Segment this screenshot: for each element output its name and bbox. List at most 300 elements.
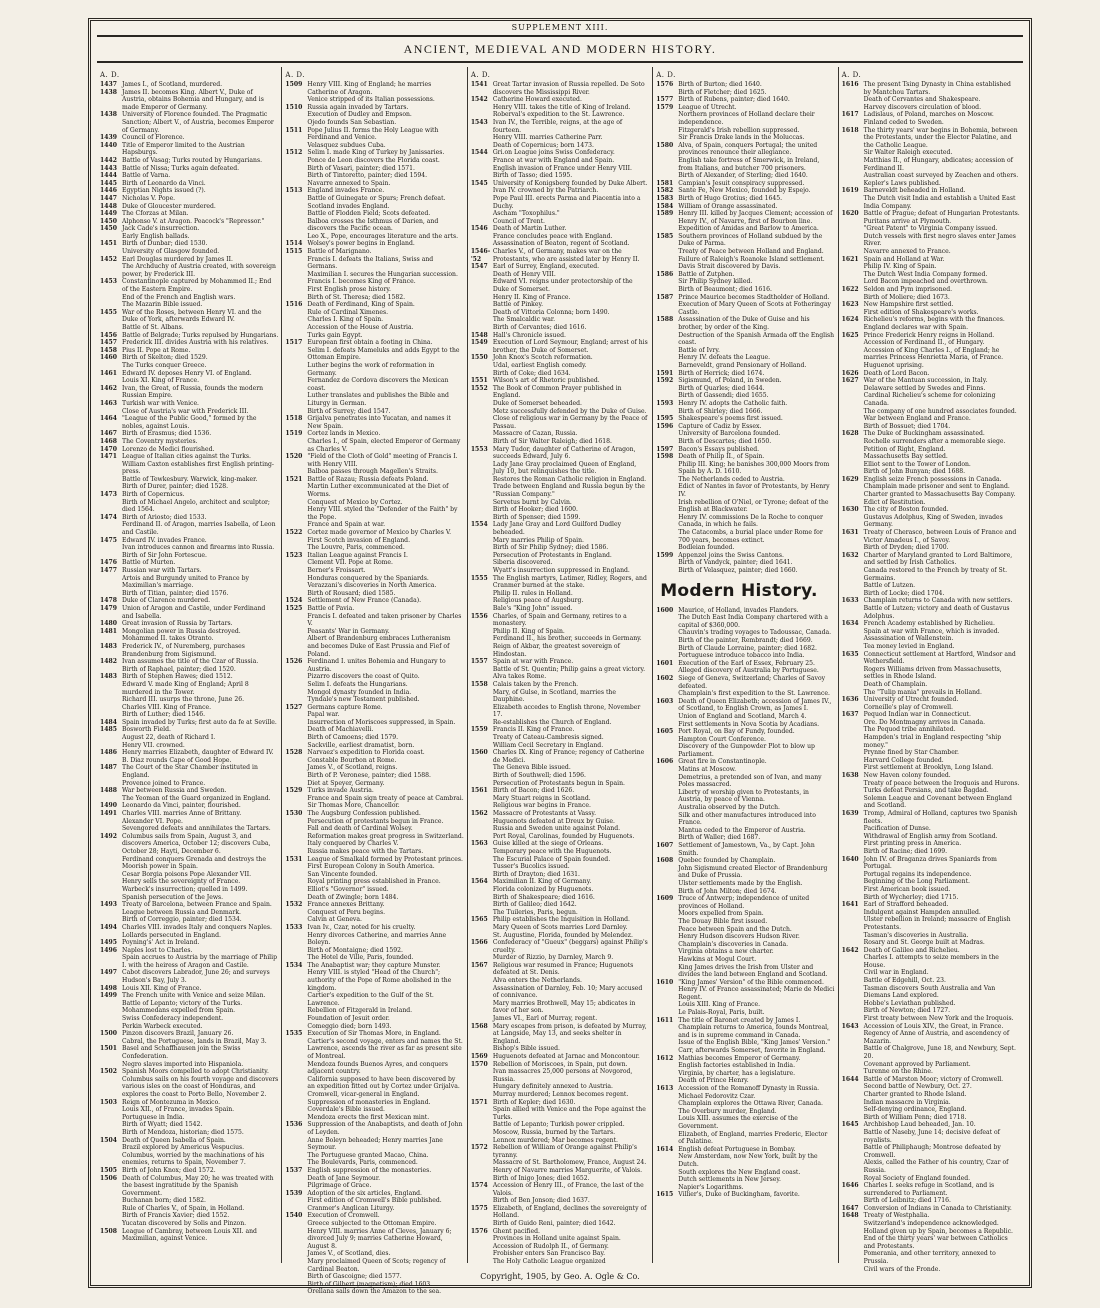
entry-year: [285, 544, 307, 552]
entry-year: [656, 362, 678, 370]
entry-year: [285, 278, 307, 286]
entry-text: Earl of Surrey, England, executed.: [492, 263, 600, 271]
entry-text: Portuguese introduce tobacco into India.: [678, 652, 805, 660]
entry-text: Northern provinces of Holland declare their independence.: [678, 111, 815, 126]
entry-year: 1524: [285, 597, 303, 605]
history-entry: [842, 719, 1020, 727]
history-entry: [285, 559, 463, 567]
entry-text: Close of religious war in Germany by the Peace of Passau.: [492, 415, 648, 430]
entry-text: Champlain returns to Canada with new settlers.: [863, 597, 1013, 605]
entry-text: Birth of Correggio, painter; died 1534.: [122, 916, 242, 924]
entry-text: Lady Jane Gray and Lord Guilford Dudley beheaded.: [492, 521, 622, 537]
entry-year: 1623: [841, 301, 859, 309]
entry-text: Henry III. killed by Jacques Clement; accession of Henry IV., of Navarre, first of Bourbon line.: [678, 210, 833, 225]
history-entry: [100, 1030, 278, 1038]
entry-text: Selim I. defeats Mameluks and adds Egypt to the Ottoman Empire.: [307, 346, 460, 362]
entry-year: [100, 476, 122, 484]
history-entry: [656, 1070, 834, 1078]
entry-text: University of Barcelona founded.: [678, 430, 781, 438]
entry-text: Civil wars of the Fronde.: [863, 1265, 941, 1273]
entry-year: [471, 362, 493, 370]
entry-year: [842, 590, 864, 598]
entry-year: 1458: [100, 346, 117, 354]
history-entry: [285, 172, 463, 180]
history-entry: [285, 1030, 463, 1038]
entry-text: Rebellion of William of Orange against Philip's tyranny.: [492, 1144, 637, 1159]
entry-year: 1560: [470, 749, 488, 757]
entry-year: 1605: [656, 728, 674, 736]
history-entry: [842, 362, 1020, 370]
entry-year: 1589: [656, 210, 674, 218]
history-entry: [842, 840, 1020, 848]
entry-text: Death of Galileo and Richelieu.: [863, 946, 960, 954]
entry-year: [656, 1169, 678, 1177]
entry-year: [471, 514, 493, 522]
entry-text: Rogers Williams driven from Massachusetts, settles in Rhode Island.: [863, 665, 1002, 681]
entry-text: Maximilian II. King of Germany.: [492, 878, 592, 886]
history-entry: [656, 1024, 834, 1039]
entry-text: Cardinal Richelieu's scheme for colonizing Canada.: [863, 392, 996, 407]
entry-text: Lorenzo de Medici flourished.: [122, 445, 215, 453]
entry-year: 1478: [100, 597, 117, 605]
entry-text: Adoption of the six articles, England.: [307, 1189, 422, 1197]
entry-text: Brazil explored by Americus Vespucius.: [122, 1144, 245, 1152]
entry-text: Francis I. defeated and taken prisoner by Charles V.: [307, 612, 462, 628]
entry-year: 1597: [656, 445, 674, 453]
history-entry: [285, 521, 463, 529]
history-entry: [285, 1106, 463, 1114]
history-entry: [285, 218, 463, 233]
entry-year: [285, 1281, 307, 1289]
entry-text: Birth of the painter, Rembrandt; died 1669.: [678, 636, 813, 644]
entry-text: Birth of Michael Angelo, architect and sculptor; died 1564.: [122, 498, 270, 514]
entry-text: Early English ballads.: [122, 232, 190, 240]
entry-year: [471, 309, 493, 317]
entry-year: [842, 833, 864, 841]
entry-text: Assassination of Beaton, regent of Scotland.: [492, 240, 630, 248]
entry-year: [471, 111, 493, 119]
entry-text: Execution of Lord Seymour, England; arrest of his brother, the Duke of Somerset.: [492, 339, 648, 354]
history-entry: [100, 590, 278, 598]
entry-year: 1545: [470, 179, 488, 187]
entry-text: The title of Baronet created by James I.: [678, 1016, 801, 1024]
entry-text: Birth of Drayton; died 1631.: [492, 870, 580, 878]
entry-year: 1527: [285, 703, 303, 711]
history-entry: [656, 476, 834, 484]
history-entry: [842, 833, 1020, 841]
entry-year: [842, 233, 864, 248]
entry-year: [656, 652, 678, 660]
entry-text: Birth of Durer, painter; died 1528.: [122, 483, 229, 491]
entry-text: Prince Maurice becomes Stadtholder of Holland.: [678, 293, 830, 301]
history-entry: [842, 111, 1020, 119]
history-entry: [842, 597, 1020, 605]
entry-year: [656, 629, 678, 637]
entry-year: [842, 780, 864, 788]
entry-year: 1600: [656, 606, 674, 614]
entry-text: Francis I. defeats the Italians, Swiss and Germans.: [307, 255, 434, 271]
entry-text: Ivan introduces cannon and firearms into Russia.: [122, 544, 275, 552]
history-entry: [656, 552, 834, 560]
history-entry: [285, 628, 463, 636]
entry-text: South explores the New England coast.: [678, 1168, 801, 1176]
history-entry: [656, 1184, 834, 1192]
entry-year: [471, 894, 493, 902]
entry-text: Birth of Coke; died 1634.: [492, 369, 571, 377]
entry-text: Spain at war with France, which is invaded.: [863, 627, 1000, 635]
entry-text: Assassination of Wallenstein.: [863, 635, 954, 643]
history-entry: [471, 119, 649, 134]
entry-text: Papal war.: [307, 711, 340, 719]
entry-year: [471, 104, 493, 112]
entry-year: 1477: [100, 567, 117, 574]
entry-year: [285, 1137, 307, 1152]
ad-label: A. D.: [285, 71, 305, 79]
history-entry: [842, 499, 1020, 507]
history-entry: [100, 332, 278, 340]
history-column-1: [97, 67, 281, 1263]
entry-year: [471, 628, 493, 636]
history-entry: [656, 195, 834, 203]
history-entry: [471, 476, 649, 484]
entry-year: [285, 1099, 307, 1107]
entry-year: [656, 888, 678, 896]
entry-year: 1475: [100, 536, 117, 544]
entry-text: Birth of Shirley; died 1666.: [678, 407, 763, 415]
entry-text: Verazzani's discoveries in North America.: [307, 582, 437, 590]
entry-text: Birth of Leibnitz; died 1716.: [863, 1197, 951, 1205]
entry-year: [285, 1038, 307, 1061]
history-entry: [656, 499, 834, 514]
entry-text: Prynne fined by Star Chamber.: [863, 749, 959, 757]
entry-text: Louis XII. King of France.: [122, 984, 202, 992]
entry-year: 1601: [656, 659, 674, 667]
entry-year: [656, 721, 678, 729]
history-entry: [656, 438, 834, 446]
history-entry: [285, 1288, 463, 1296]
history-entry: [842, 886, 1020, 894]
history-entry: [842, 96, 1020, 104]
entry-year: 1637: [841, 711, 859, 719]
entry-year: 1517: [285, 339, 303, 347]
history-entry: [656, 926, 834, 934]
history-entry: [842, 1023, 1020, 1031]
entry-text: Gri.on League joins Swiss Confederacy.: [492, 149, 615, 157]
entry-text: Ferdinand II. of Aragon, marries Isabella, of Leon and Castile.: [122, 521, 276, 537]
entry-text: B. Diaz rounds Cape of Good Hope.: [122, 756, 232, 764]
history-entry: [471, 240, 649, 248]
history-entry: [100, 734, 278, 742]
history-entry: [656, 453, 834, 461]
entry-year: [285, 332, 307, 340]
entry-text: Battle of Naseby, June 14; decisive defeat of royalists.: [863, 1128, 1000, 1144]
entry-year: 1546: [470, 225, 488, 233]
entry-text: Birth of Gassendi; died 1655.: [678, 392, 769, 400]
history-entry: [285, 681, 463, 689]
entry-text: Persecution of protestants begun in France.: [307, 817, 444, 825]
entry-text: Mongolian power in Russia destroyed.: [122, 627, 241, 635]
history-entry: [471, 309, 649, 317]
entry-year: [100, 461, 122, 476]
entry-year: 1607: [656, 842, 674, 849]
entry-text: Fall and death of Cardinal Wolsey.: [307, 825, 413, 833]
history-entry: [471, 438, 649, 446]
history-entry: [842, 726, 1020, 734]
history-entry: [842, 711, 1020, 719]
history-entry: [471, 954, 649, 962]
history-entry: [656, 1009, 834, 1017]
history-entry: [285, 878, 463, 886]
history-entry: [285, 1038, 463, 1061]
entry-text: Ivan, the Great, of Russia, founds the modern Russian Empire.: [122, 384, 264, 400]
entry-year: 1567: [470, 961, 488, 969]
entry-year: [842, 1061, 864, 1069]
history-entry: [285, 203, 463, 211]
entry-text: Champlain's discoveries in Canada.: [678, 940, 789, 948]
entry-year: [656, 127, 678, 135]
history-entry: [471, 1053, 649, 1061]
entry-year: 1513: [285, 187, 303, 195]
entry-year: [842, 635, 864, 643]
entry-year: [100, 666, 122, 674]
history-entry: [285, 757, 463, 765]
history-entry: [100, 203, 278, 211]
entry-year: 1539: [285, 1189, 303, 1197]
history-entry: [471, 985, 649, 1000]
entry-text: Gustavus Adolphus, King of Sweden, invades Germany.: [863, 513, 1003, 529]
entry-year: [285, 96, 307, 104]
entry-year: [285, 909, 307, 917]
entry-text: Nicholas V. Pope.: [122, 194, 176, 202]
history-entry: [842, 347, 1020, 362]
entry-year: [656, 1115, 678, 1130]
entry-text: Rule of Cardinal Ximenes.: [307, 308, 389, 316]
entry-text: Mohammedans expelled from Spain.: [122, 1007, 236, 1015]
history-entry: [285, 294, 463, 302]
history-entry: [656, 172, 834, 180]
entry-text: Birth of Tasso; died 1595.: [492, 172, 573, 180]
history-entry: [100, 1045, 278, 1060]
history-entry: [471, 210, 649, 218]
history-entry: [100, 749, 278, 757]
entry-year: [285, 954, 307, 962]
history-entry: [100, 1076, 278, 1099]
entry-text: New Amsterdam, now New York, built by the Dutch.: [678, 1153, 818, 1168]
entry-text: Indian massacre in Virginia.: [863, 1098, 951, 1106]
entry-text: Charles VIII. marries Anne of Brittany.: [122, 810, 242, 817]
entry-text: Luther begins the work of reformation in Germany.: [307, 361, 435, 377]
history-entry: [471, 1099, 649, 1107]
history-entry: [100, 362, 278, 370]
entry-text: French Academy established by Richelieu.: [863, 620, 995, 628]
entry-year: [285, 180, 307, 188]
entry-year: [471, 1129, 493, 1137]
history-entry: [285, 1175, 463, 1183]
entry-text: Rule of Charles V., of Spain, in Holland.: [122, 1204, 245, 1212]
entry-year: [656, 301, 678, 316]
entry-year: 1541: [470, 81, 488, 88]
entry-text: Treaty of Peace between Holland and England.: [678, 248, 824, 256]
entry-year: 1481: [100, 627, 117, 635]
history-entry: [100, 225, 278, 233]
entry-year: [285, 521, 307, 529]
history-entry: [100, 324, 278, 332]
entry-year: [100, 1038, 122, 1046]
entry-text: Birth of Moliere; died 1673.: [863, 293, 950, 301]
history-entry: [842, 149, 1020, 157]
entry-year: [100, 1023, 122, 1031]
history-entry: [100, 711, 278, 719]
entry-text: Battle of Guinegate or Spurs; French defeat.: [307, 194, 446, 202]
entry-text: Charles I. seeks refuge in Scotland, and is surrendered to Parliament.: [863, 1182, 995, 1197]
history-entry: [100, 408, 278, 416]
history-entry: [285, 408, 463, 416]
entry-text: Murray murdered; Lennox becomes regent.: [492, 1090, 629, 1098]
entry-text: Pizarro discovers the coast of Quito.: [307, 673, 420, 681]
entry-text: Charles, of Spain and Germany, retires to a monastery.: [492, 612, 627, 628]
entry-text: William of Orange assassinated.: [678, 202, 778, 210]
entry-text: Birth of Kepler; died 1630.: [492, 1098, 576, 1106]
history-entry: [100, 666, 278, 674]
history-entry: [656, 294, 834, 302]
history-entry: [285, 825, 463, 833]
entry-text: Death of Lord Bacon.: [863, 369, 930, 377]
entry-text: Louis XIII. assumes the exercise of the Government.: [678, 1115, 798, 1130]
history-entry: [285, 187, 463, 195]
entry-year: [285, 795, 307, 803]
entry-year: 1596: [656, 422, 674, 430]
entry-text: Great fire in Constantinople.: [678, 758, 767, 766]
entry-text: Mary marries Philip of Spain.: [492, 536, 584, 544]
entry-year: [656, 544, 678, 552]
entry-text: Napier's Logarithms.: [678, 1183, 744, 1191]
history-entry: [656, 256, 834, 264]
entry-year: 1445: [100, 179, 117, 187]
history-entry: [842, 415, 1020, 423]
history-entry: [285, 1167, 463, 1175]
entry-text: Alexander VI. Pope.: [122, 817, 183, 825]
entry-text: Russia makes peace with the Tartars.: [307, 847, 424, 855]
entry-year: [471, 1258, 493, 1266]
entry-text: Frobisher enters San Francisco Bay.: [492, 1250, 606, 1258]
history-entry: [471, 1061, 649, 1069]
entry-year: [100, 483, 122, 491]
history-entry: [471, 977, 649, 985]
history-entry: [842, 901, 1020, 909]
entry-year: 1501: [100, 1045, 117, 1053]
entry-text: Execution of Mary Queen of Scots at Fotheringay Castle.: [678, 301, 831, 316]
entry-year: 1628: [841, 430, 859, 438]
entry-text: Ghent pacified.: [492, 1227, 540, 1235]
entry-year: 1455: [100, 308, 117, 316]
entry-year: [656, 172, 678, 180]
entry-year: [100, 521, 122, 536]
history-entry: [100, 787, 278, 795]
entry-text: St. Augustine, Florida, founded by Melendez.: [492, 931, 633, 939]
history-entry: [100, 1099, 278, 1107]
entry-text: Artois and Burgundy united to France by Maximilian's marriage.: [122, 574, 249, 590]
entry-text: Moors expelled from Spain.: [678, 910, 764, 918]
history-entry: [842, 871, 1020, 879]
entry-text: University of Florence founded. The Pragmatic Sanction; Albert V., of Austria, becomes Emperor of Germany.: [122, 111, 274, 134]
entry-text: Death of Vittoria Colonna; born 1490.: [492, 308, 610, 316]
entry-text: Petition of Right, England.: [863, 445, 946, 453]
entry-year: [285, 780, 307, 788]
entry-text: Selim I. defeats the Hungarians.: [307, 680, 408, 688]
entry-year: 1480: [100, 620, 117, 628]
entry-text: Great invasion of Russia by Tartars.: [122, 620, 233, 628]
history-entry: [656, 933, 834, 941]
entry-year: [471, 871, 493, 879]
history-entry: [656, 514, 834, 529]
entry-year: [842, 1099, 864, 1107]
entry-text: Birth of Dryden; died 1700.: [863, 544, 949, 552]
history-entry: [842, 81, 1020, 96]
entry-text: Louis XIII. King of France.: [678, 1001, 761, 1009]
history-entry: [471, 225, 649, 233]
entry-text: Death of Queen Isabella of Spain.: [122, 1136, 226, 1144]
entry-text: Ulster rebellion in Ireland; massacre of English Protestants.: [863, 916, 1011, 931]
entry-text: Suppression of the Anabaptists, and death of John of Leyden.: [307, 1121, 463, 1136]
entry-text: Fernandez de Cordova discovers the Mexican coast.: [307, 377, 449, 392]
history-entry: [471, 1129, 649, 1137]
entry-year: 1608: [656, 857, 674, 865]
history-entry: [656, 1039, 834, 1047]
history-entry: [285, 916, 463, 924]
entry-year: 1549: [470, 339, 488, 347]
entry-year: [100, 1061, 122, 1069]
history-entry: [656, 385, 834, 393]
entry-text: Russia and Sweden unite against Poland.: [492, 825, 621, 833]
history-entry: [285, 1061, 463, 1076]
entry-year: [656, 332, 678, 347]
history-entry: [656, 187, 834, 195]
history-entry: [656, 948, 834, 956]
entry-text: Temporary peace with the Huguenots.: [492, 847, 612, 855]
entry-text: English invasion of France under Henry VIII.: [492, 164, 632, 172]
entry-year: [842, 468, 864, 476]
entry-year: 1528: [285, 749, 303, 757]
entry-text: Mary Stuart reigns in Scotland.: [492, 794, 591, 802]
history-entry: [100, 909, 278, 917]
entry-year: [285, 742, 307, 750]
entry-text: Barneveldt beheaded in Holland.: [863, 187, 966, 195]
entry-year: [471, 863, 493, 871]
entry-text: Cranmer's Anglican Liturgy.: [307, 1204, 395, 1212]
history-entry: [285, 157, 463, 165]
entry-year: [656, 111, 678, 126]
entry-year: [656, 567, 678, 575]
entry-year: [471, 301, 493, 309]
history-entry: [656, 910, 834, 918]
entry-text: Pope Julius II. forms the Holy League with Ferdinand and Venice.: [307, 126, 439, 142]
entry-text: Birth of Hooker; died 1600.: [492, 506, 578, 514]
history-entry: [842, 757, 1020, 765]
entry-text: Australia observed by the Dutch.: [678, 804, 780, 812]
history-entry: [842, 1121, 1020, 1129]
entry-year: 1576: [656, 81, 674, 88]
entry-text: Louis XII., of France, invades Spain.: [122, 1106, 235, 1114]
entry-year: [471, 324, 493, 332]
entry-year: [100, 1220, 122, 1228]
history-entry: [100, 1106, 278, 1114]
history-entry: [656, 721, 834, 729]
history-entry: [285, 856, 463, 864]
entry-text: Ladislaus, of Poland, marches on Moscow.: [863, 111, 994, 119]
history-entry: [100, 476, 278, 484]
entry-year: [656, 743, 678, 758]
entry-year: 1581: [656, 179, 674, 187]
